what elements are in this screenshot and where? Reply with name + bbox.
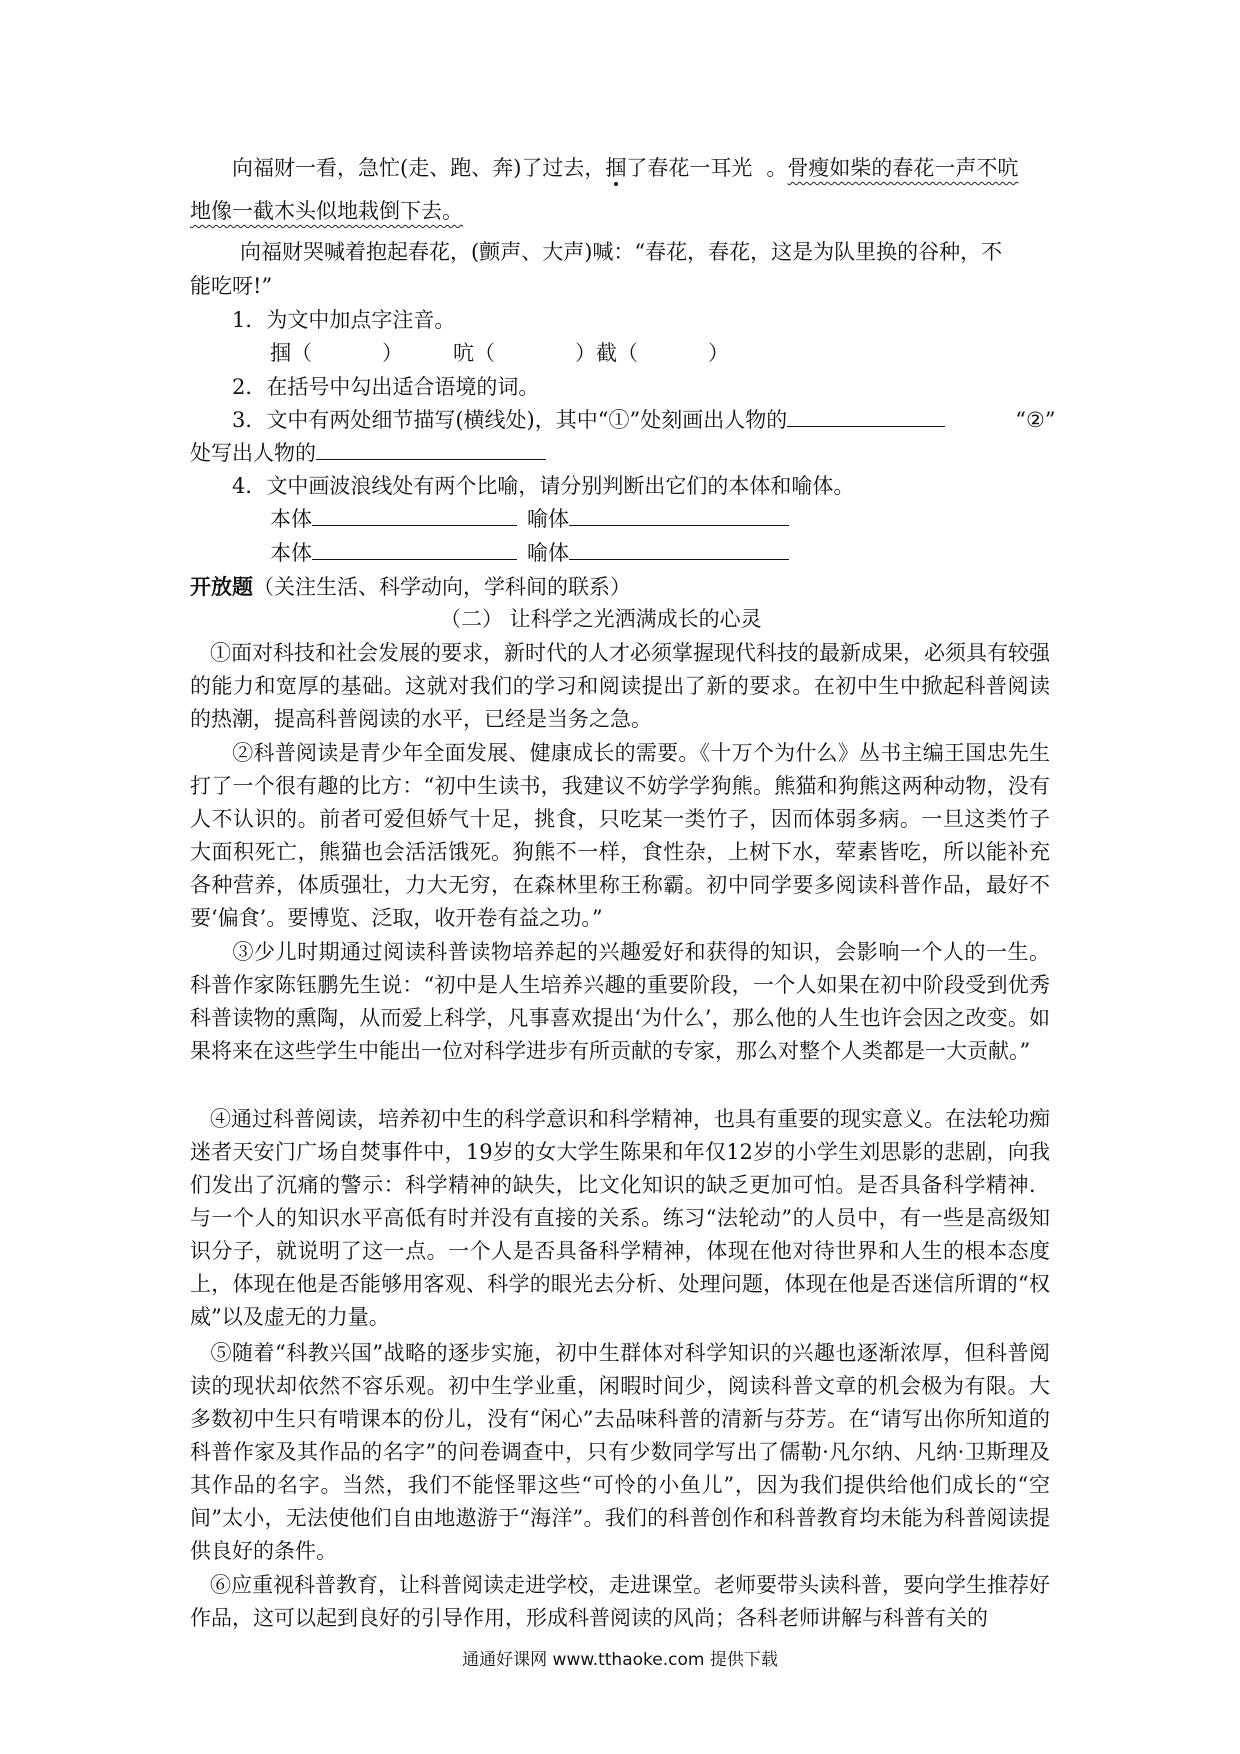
page-footer: 通通好课网 www.tthaoke.com 提供下载: [462, 1650, 778, 1670]
wavy-underline-1: 骨瘦如柴的春花一声不吭: [787, 156, 1019, 180]
question-4: 4．文中画波浪线处有两个比喻，请分别判断出它们的本体和喻体。: [232, 474, 855, 498]
paragraph-3: ③少儿时期通过阅读科普读物培养起的兴趣爱好和获得的知识，会影响一个人的一生。科普作家陈钰鹏先生说：“初中是人生培养兴趣的重要阶段，一个人如果在初中阶段受到优秀科普读物的熏陶，从而爱上科学，凡事喜欢提出‘为什么’，那么他的人生也许会因之改变。如果将来在这些学生中能出一位对科学进步有所贡献的专家，那么对整个人类都是一大贡献。”: [190, 940, 1050, 1063]
paragraph-1: ①面对科技和社会发展的要求，新时代的人才必须掌握现代科技的最新成果，必须具有较强的能力和宽厚的基础。这就对我们的学习和阅读提出了新的要求。在初中生中掀起科普阅读的热潮，提高科普阅读的水平，已经是当务之急。: [190, 641, 1050, 731]
section-heading: 开放题（关注生活、科学动向，学科间的联系）: [190, 574, 631, 599]
question-1: 1．为文中加点字注音。: [232, 308, 456, 332]
question-4-row-2: 本体 喻体: [270, 537, 789, 570]
answer-blank[interactable]: [569, 537, 789, 560]
paragraph-6: ⑥应重视科普教育，让科普阅读走进学校，走进课堂。老师要带头读科普，要向学生推荐好作品，这可以起到良好的引导作用，形成科普阅读的风尚；各科老师讲解与科普有关的: [190, 1573, 1050, 1630]
wavy-underline-2: 地像一截木头似地栽倒下去。: [190, 199, 463, 223]
story-line-1: 向福财一看，急忙(走、跑、奔)了过去，掴了春花一耳光 。骨瘦如柴的春花一声不吭: [232, 156, 1019, 180]
dotted-char: 掴: [605, 156, 627, 180]
story-line-3: 向福财哭喊着抱起春花，(颤声、大声)喊：“春花，春花，这是为队里换的谷种，不: [240, 240, 1003, 264]
article-title: （二） 让科学之光洒满成长的心灵: [440, 607, 762, 631]
story-line-4: 能吃呀!”: [190, 274, 273, 298]
question-3-cont: 处写出人物的: [190, 437, 546, 470]
answer-blank[interactable]: [787, 404, 945, 427]
paragraph-4: ④通过科普阅读，培养初中生的科学意识和科学精神，也具有重要的现实意义。在法轮功痴迷者天安门广场自焚事件中，19岁的女大学生陈果和年仅12岁的小学生刘思影的悲剧，向我们发出了沉痛的警示：科学精神的缺失，比文化知识的缺乏更加可怕。是否具备科学精神．与一个人的知识水平高低有时并没有直接的关系。练习“法轮动”的人员中，有一些是高级知识分子，就说明了这一点。一个人是否具备科学精神，体现在他对待世界和人生的根本态度上，体现在他是否能够用客观、科学的眼光去分析、处理问题，体现在他是否迷信所谓的“权威”以及虚无的力量。: [190, 1107, 1050, 1329]
answer-blank[interactable]: [316, 437, 546, 460]
story-line-2: [190, 195, 463, 228]
question-4-row-1: 本体 喻体: [270, 503, 789, 536]
question-3: 3．文中有两处细节描写(横线处)，其中“①”处刻画出人物的 “②”: [232, 404, 1056, 437]
answer-blank[interactable]: [312, 537, 517, 560]
paragraph-2: ②科普阅读是青少年全面发展、健康成长的需要。《十万个为什么》丛书主编王国忠先生打了一个很有趣的比方：“初中生读书，我建议不妨学学狗熊。熊猫和狗熊这两种动物，没有人不认识的。前者可爱但娇气十足，挑食，只吃某一类竹子，因而体弱多病。一旦这类竹子大面积死亡，熊猫也会活活饿死。狗熊不一样，食性杂，上树下水，荤素皆吃，所以能补充各种营养，体质强壮，力大无穷，在森林里称王称霸。初中同学要多阅读科普作品，最好不要‘偏食’。要博览、泛取，收开卷有益之功。”: [190, 741, 1050, 930]
question-1-items: 掴（ ） 吭（ ）截（ ）: [270, 341, 729, 365]
answer-blank[interactable]: [312, 503, 517, 526]
question-2: 2．在括号中勾出适合语境的词。: [232, 375, 540, 399]
paragraph-5: ⑤随着“科教兴国”战略的逐步实施，初中生群体对科学知识的兴趣也逐渐浓厚，但科普阅读的现状却依然不容乐观。初中生学业重，闲暇时间少，阅读科普文章的机会极为有限。大多数初中生只有啃课本的份儿，没有“闲心”去品味科普的清新与芬芳。在“请写出你所知道的科普作家及其作品的名字”的问卷调查中，只有少数同学写出了儒勒·凡尔纳、凡纳·卫斯理及其作品的名字。当然，我们不能怪罪这些“可怜的小鱼儿”，因为我们提供给他们成长的“空间”太小，无法使他们自由地遨游于“海洋”。我们的科普创作和科普教育均未能为科普阅读提供良好的条件。: [190, 1341, 1050, 1563]
answer-blank[interactable]: [569, 503, 789, 526]
